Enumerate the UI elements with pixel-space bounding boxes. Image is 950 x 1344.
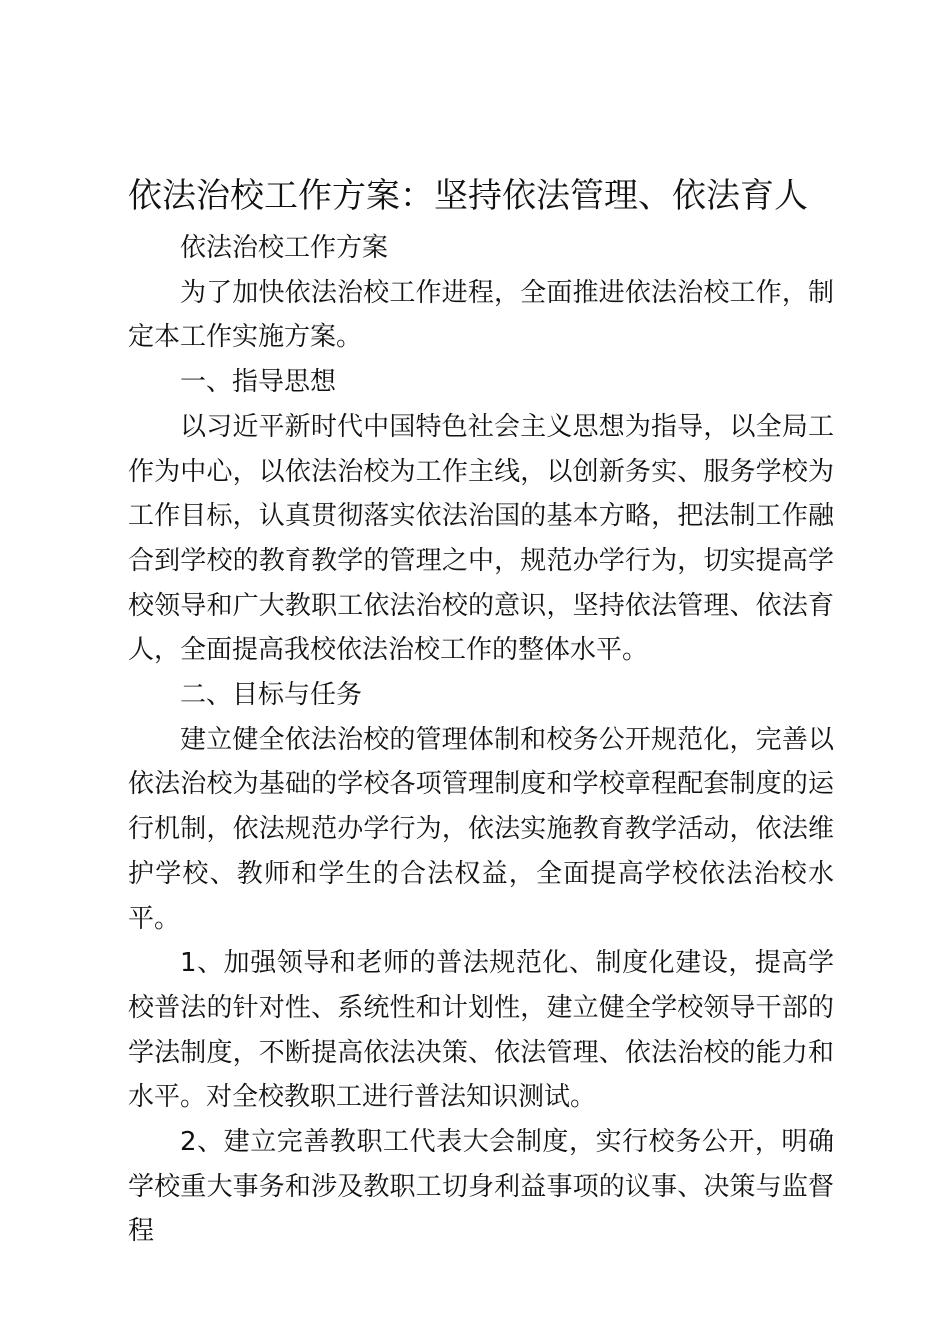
intro-paragraph: 为了加快依法治校工作进程，全面推进依法治校工作，制定本工作实施方案。 [128,277,834,353]
section-heading-guiding-ideology: 一、指导思想 [180,367,337,398]
guiding-ideology-paragraph: 以习近平新时代中国特色社会主义思想为指导，以全局工作为中心，以依法治校为工作主线，以创新务实、服务学校为工作目标，认真贯彻落实依法治国的基本方略，把法制工作融合到学校的教育教学的管理之中，规范办学行为，切实提高学校领导和广大教职工依法治校的意识，坚持依法管理、依法育人，全面提高我校依法治校工作的整体水平。 [128,411,834,666]
subtitle-paragraph: 依法治校工作方案 [180,233,389,263]
task-item-1-paragraph: 1、加强领导和老师的普法规范化、制度化建设，提高学校普法的针对性、系统性和计划性，建立健全学校领导干部的学法制度，不断提高依法决策、依法管理、依法治校的能力和水平。对全校教职工进行普法知识测试。 [128,948,834,1113]
goals-paragraph: 建立健全依法治校的管理体制和校务公开规范化，完善以依法治校为基础的学校各项管理制度和学校章程配套制度的运行机制，依法规范办学行为，依法实施教育教学活动，依法维护学校、教师和学生的合法权益，全面提高学校依法治校水平。 [128,724,834,934]
section-heading-goals-tasks: 二、目标与任务 [180,680,363,711]
document-title: 依法治校工作方案：坚持依法管理、依法育人 [128,176,808,216]
task-item-2-paragraph: 2、建立完善教职工代表大会制度，实行校务公开，明确学校重大事务和涉及教职工切身利益事项的议事、决策与监督程 [128,1127,834,1247]
document-body [128,226,834,1254]
